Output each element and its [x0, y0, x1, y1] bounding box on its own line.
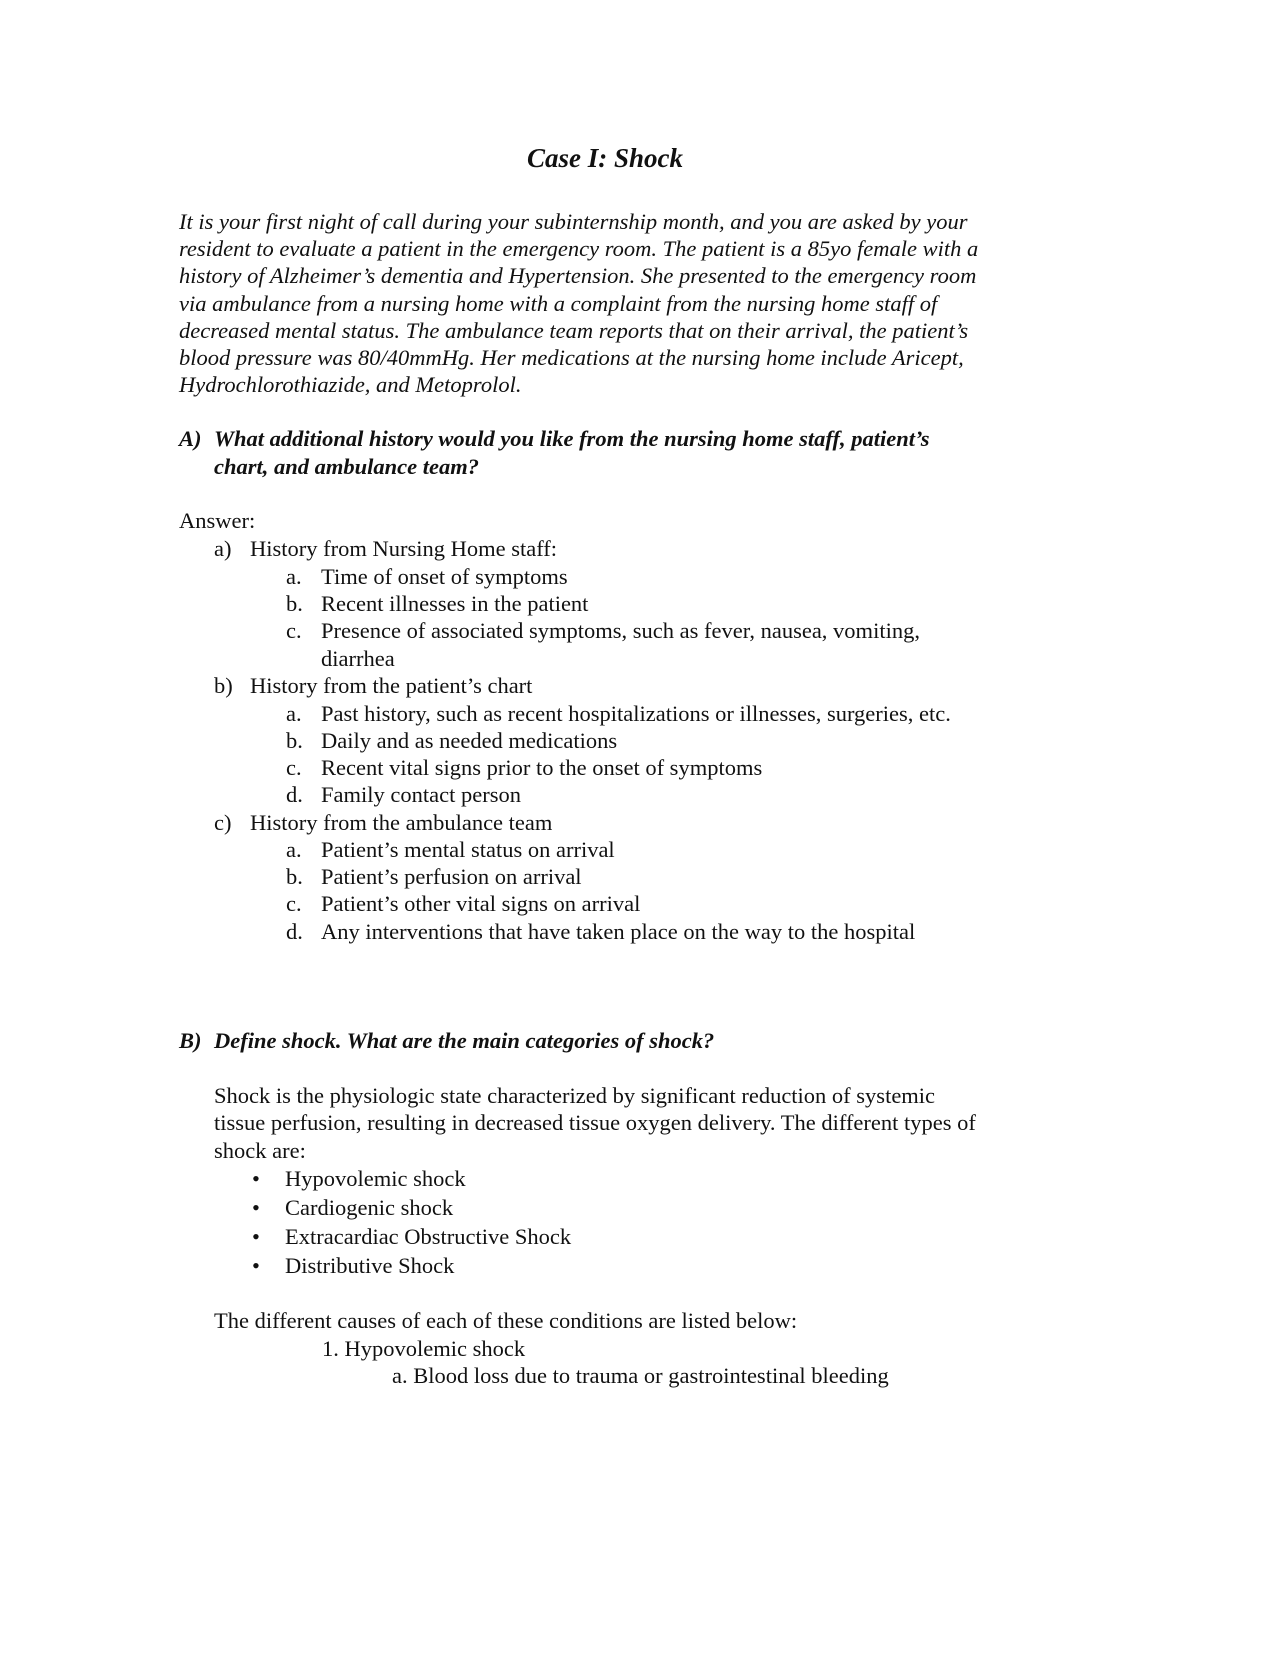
list-item: Recent illnesses in the patient — [321, 591, 589, 616]
shock-type-item: Cardiogenic shock — [285, 1195, 454, 1220]
intro-line: resident to evaluate a patient in the emergency room. The patient is a 85yo female with a — [179, 236, 979, 261]
bullet-icon: • — [252, 1195, 260, 1220]
list-marker: a) — [214, 536, 232, 561]
intro-line: It is your first night of call during your subinternship month, and you are asked by your — [179, 209, 968, 234]
list-marker: d. — [286, 919, 303, 944]
list-item: Patient’s other vital signs on arrival — [321, 891, 641, 916]
question-a-text: What additional history would you like from the nursing home staff, patient’s — [214, 426, 930, 451]
question-a-label: A) — [179, 426, 202, 451]
page-title: Case I: Shock — [526, 143, 683, 173]
bullet-icon: • — [252, 1253, 260, 1278]
list-item: Presence of associated symptoms, such as fever, nausea, vomiting, — [321, 618, 920, 643]
intro-line: decreased mental status. The ambulance team reports that on their arrival, the patient’s — [179, 318, 969, 343]
list-marker: d. — [286, 782, 303, 807]
intro-line: Hydrochlorothiazide, and Metoprolol. — [179, 372, 522, 397]
list-marker: c. — [286, 891, 302, 916]
list-marker: b. — [286, 728, 303, 753]
intro-line: via ambulance from a nursing home with a complaint from the nursing home staff of — [179, 291, 938, 316]
definition-line: Shock is the physiologic state characterized by significant reduction of systemic — [214, 1083, 936, 1108]
question-a-text: chart, and ambulance team? — [214, 454, 480, 479]
list-marker: c) — [214, 810, 232, 835]
list-item: Daily and as needed medications — [321, 728, 618, 753]
list-item: History from the ambulance team — [250, 810, 553, 835]
bullet-icon: • — [252, 1224, 260, 1249]
list-marker: b. — [286, 591, 303, 616]
list-marker: c. — [286, 755, 302, 780]
bullet-icon: • — [252, 1166, 260, 1191]
cause-heading: 1. Hypovolemic shock — [322, 1336, 526, 1361]
list-item: Past history, such as recent hospitalizations or illnesses, surgeries, etc. — [321, 701, 951, 726]
definition-line: shock are: — [214, 1138, 306, 1163]
definition-line: tissue perfusion, resulting in decreased tissue oxygen delivery. The different types of — [214, 1110, 976, 1135]
list-item: Patient’s perfusion on arrival — [321, 864, 582, 889]
list-marker: a. — [286, 837, 302, 862]
shock-type-item: Extracardiac Obstructive Shock — [285, 1224, 572, 1249]
shock-type-item: Distributive Shock — [285, 1253, 455, 1278]
cause-item: a. Blood loss due to trauma or gastrointestinal bleeding — [392, 1363, 889, 1388]
list-item: History from the patient’s chart — [250, 673, 533, 698]
causes-intro: The different causes of each of these conditions are listed below: — [214, 1308, 798, 1333]
intro-line: history of Alzheimer’s dementia and Hypertension. She presented to the emergency room — [179, 263, 977, 288]
list-item: Family contact person — [321, 782, 521, 807]
list-item: Recent vital signs prior to the onset of symptoms — [321, 755, 763, 780]
list-item-continuation: diarrhea — [321, 646, 395, 671]
list-item: Time of onset of symptoms — [321, 564, 568, 589]
list-marker: a. — [286, 564, 302, 589]
question-b-label: B) — [179, 1028, 202, 1053]
answer-label: Answer: — [179, 508, 256, 533]
list-item: History from Nursing Home staff: — [250, 536, 558, 561]
question-b-text: Define shock. What are the main categories of shock? — [214, 1028, 715, 1053]
list-marker: b) — [214, 673, 233, 698]
intro-line: blood pressure was 80/40mmHg. Her medications at the nursing home include Aricept, — [179, 345, 964, 370]
shock-type-item: Hypovolemic shock — [285, 1166, 466, 1191]
list-marker: c. — [286, 618, 302, 643]
list-item: Any interventions that have taken place on the way to the hospital — [321, 919, 916, 944]
list-marker: b. — [286, 864, 303, 889]
list-marker: a. — [286, 701, 302, 726]
list-item: Patient’s mental status on arrival — [321, 837, 615, 862]
